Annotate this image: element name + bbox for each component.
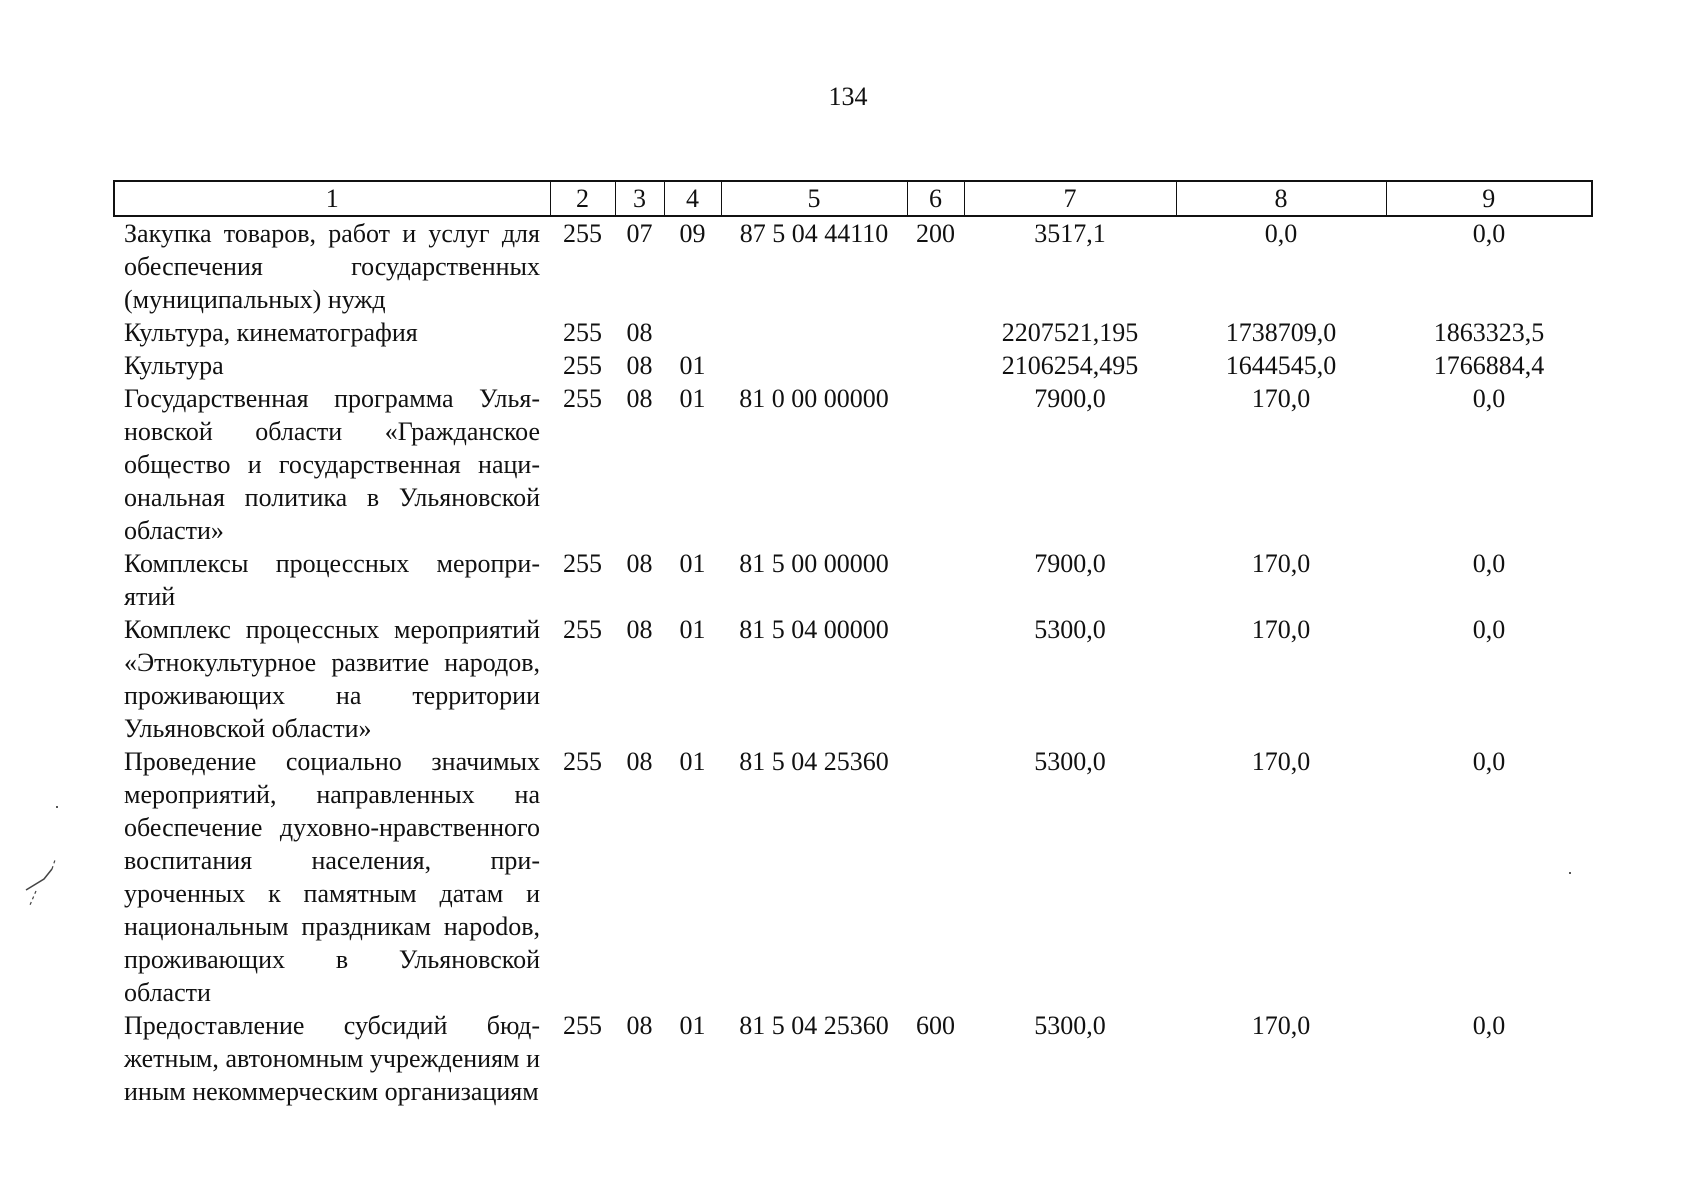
amount-cell: 2106254,495 [1001,351,1139,380]
code-cell: 81 5 00 00000 [739,549,889,578]
code-cell: 08 [626,549,653,578]
code-cell [907,316,964,349]
code-cell: 07 [626,219,653,248]
amount-cell: 5300,0 [1034,1011,1106,1040]
code-cell: 08 [626,351,653,380]
row-name-cell: Комплексы процессных мероприятий [124,549,540,611]
code-cell: 87 5 04 44110 [739,219,889,248]
code-cell: 01 [679,549,706,578]
code-cell [907,547,964,613]
amount-cell: 170,0 [1251,549,1311,578]
code-cell: 255 [563,351,602,380]
code-cell [664,316,721,349]
code-cell: 255 [563,747,602,776]
code-cell [907,613,964,745]
page-number: 134 [828,82,868,111]
amount-cell: 7900,0 [1034,549,1106,578]
row-name-cell: Культура, кинематография [124,318,418,347]
code-cell [721,316,907,349]
amount-cell: 0,0 [1472,219,1506,248]
code-cell: 01 [679,1011,706,1040]
code-cell: 01 [679,747,706,776]
table-row [114,382,1592,547]
amount-cell: 170,0 [1251,1011,1311,1040]
table-header [114,181,1592,216]
pen-mark-icon [22,855,62,910]
code-cell: 01 [679,384,706,413]
table-row [114,1009,1592,1108]
amount-cell: 0,0 [1472,384,1506,413]
amount-cell: 0,0 [1264,219,1298,248]
code-cell [907,382,964,547]
code-cell: 200 [916,219,955,248]
amount-cell: 1863323,5 [1433,318,1545,347]
amount-cell: 5300,0 [1034,747,1106,776]
code-cell: 600 [916,1011,955,1040]
code-cell: 01 [679,351,706,380]
amount-cell: 0,0 [1472,615,1506,644]
header-cell: 3 [615,181,664,216]
header-cell: 4 [664,181,721,216]
code-cell [907,349,964,382]
amount-cell: 1738709,0 [1225,318,1337,347]
code-cell: 255 [563,318,602,347]
row-name-cell: Культура [124,351,224,380]
amount-cell: 170,0 [1251,615,1311,644]
scan-dot [56,806,58,808]
row-name-cell: Закупка товаров, работ и услуг для обеспечения государственных (муниципальных) нужд [124,219,540,314]
code-cell [907,745,964,1009]
amount-cell: 7900,0 [1034,384,1106,413]
amount-cell: 0,0 [1472,549,1506,578]
table-row [114,613,1592,745]
table-row [114,316,1592,349]
row-name-cell: Проведение социально значимых мероприятий, направленных на обеспечение духовно-нравственного воспитания населения, приуроченных к памятным датам и национальным праздникам нароdов, проживающих в Ульяновской области [124,747,540,1007]
code-cell: 255 [563,1011,602,1040]
table-row [114,349,1592,382]
row-name-cell: Предоставление субсидий бюджетным, автономным учреждениям и иным некоммерческим организациям [124,1011,540,1106]
code-cell: 08 [626,615,653,644]
code-cell: 08 [626,384,653,413]
header-row [114,181,1592,216]
amount-cell: 0,0 [1472,747,1506,776]
code-cell: 08 [626,747,653,776]
header-cell: 9 [1386,181,1592,216]
header-cell: 5 [721,181,907,216]
row-name-cell: Государственная программа Ульяновской области «Гражданское общество и государственная национальная политика в Ульяновской области» [124,384,540,545]
amount-cell: 1766884,4 [1433,351,1545,380]
amount-cell: 170,0 [1251,747,1311,776]
code-cell: 01 [679,615,706,644]
code-cell [721,349,907,382]
row-name-cell: Комплекс процессных мероприятий «Этнокультурное развитие народов, проживающих на территории Ульяновской области» [124,615,540,743]
amount-cell: 0,0 [1472,1011,1506,1040]
code-cell: 08 [626,318,653,347]
amount-cell: 1644545,0 [1225,351,1337,380]
table-row [114,547,1592,613]
amount-cell: 170,0 [1251,384,1311,413]
amount-cell: 2207521,195 [1001,318,1139,347]
header-cell: 1 [114,181,550,216]
code-cell: 255 [563,384,602,413]
scan-dot [1569,872,1571,874]
table-row [114,216,1592,316]
header-cell: 7 [964,181,1176,216]
table-body [114,216,1592,1108]
code-cell: 09 [679,219,706,248]
header-cell: 6 [907,181,964,216]
code-cell: 255 [563,219,602,248]
header-cell: 2 [550,181,615,216]
amount-cell: 5300,0 [1034,615,1106,644]
code-cell: 08 [626,1011,653,1040]
code-cell: 255 [563,549,602,578]
code-cell: 81 5 04 00000 [739,615,889,644]
amount-cell: 3517,1 [1034,219,1106,248]
table-row [114,745,1592,1009]
code-cell: 81 5 04 25360 [739,747,889,776]
header-cell: 8 [1176,181,1386,216]
budget-table [113,180,1593,1108]
code-cell: 81 5 04 25360 [739,1011,889,1040]
code-cell: 255 [563,615,602,644]
code-cell: 81 0 00 00000 [739,384,889,413]
